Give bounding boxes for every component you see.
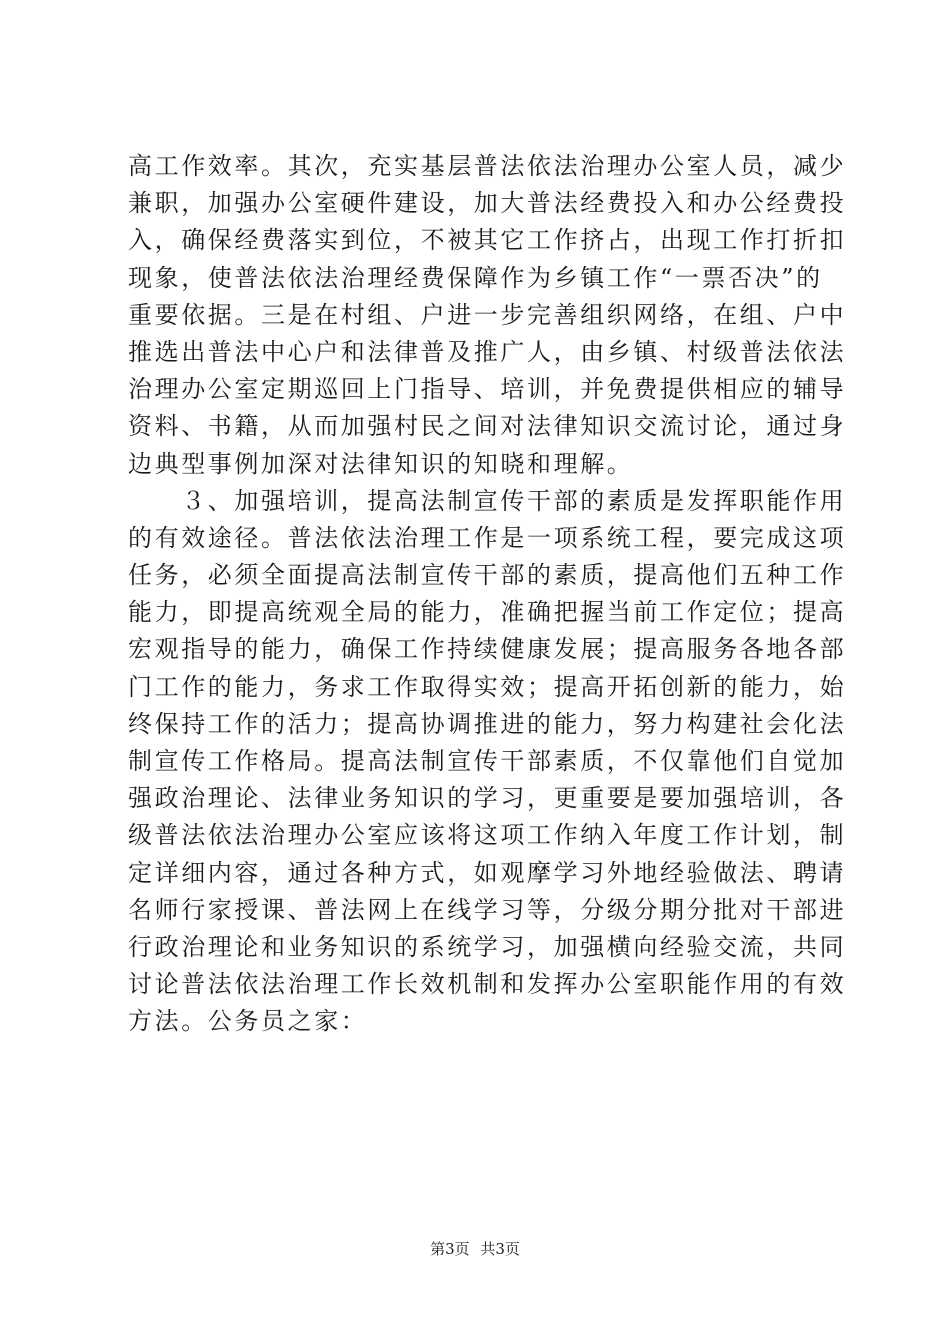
text-line: 资料、书籍，从而加强村民之间对法律知识交流讨论，通过身 bbox=[128, 412, 847, 441]
text-line: 边典型事例加深对法律知识的知晓和理解。 bbox=[128, 449, 634, 478]
text-line: 重要依据。三是在村组、户进一步完善组织网络，在组、户中 bbox=[128, 300, 847, 329]
text-line: 终保持工作的活力；提高协调推进的能力，努力构建社会化法 bbox=[128, 709, 847, 738]
page-total: 共3页 bbox=[480, 1240, 520, 1258]
text-line: 强政治理论、法律业务知识的学习，更重要是要加强培训，各 bbox=[128, 784, 847, 813]
text-line: ３、加强培训，提高法制宣传干部的素质是发挥职能作用 bbox=[128, 486, 847, 515]
text-line: 方法。公务员之家： bbox=[128, 1007, 368, 1036]
text-line: 制宣传工作格局。提高法制宣传干部素质，不仅靠他们自觉加 bbox=[128, 747, 847, 775]
text-line: 入，确保经费落实到位，不被其它工作挤占，出现工作打折扣 bbox=[128, 226, 847, 255]
text-line: 讨论普法依法治理工作长效机制和发挥办公室职能作用的有效 bbox=[128, 970, 847, 999]
body-text bbox=[128, 148, 847, 1041]
text-line: 级普法依法治理办公室应该将这项工作纳入年度工作计划，制 bbox=[128, 821, 847, 850]
text-line: 能力，即提高统观全局的能力，准确把握当前工作定位；提高 bbox=[128, 598, 847, 627]
text-line: 兼职，加强办公室硬件建设，加大普法经费投入和办公经费投 bbox=[128, 189, 847, 218]
text-line: 推选出普法中心户和法律普及推广人，由乡镇、村级普法依法 bbox=[128, 337, 847, 366]
text-line: 高工作效率。其次，充实基层普法依法治理办公室人员，减少 bbox=[128, 152, 847, 180]
text-line: 定详细内容，通过各种方式，如观摩学习外地经验做法、聘请 bbox=[128, 858, 847, 887]
page-footer bbox=[0, 1238, 950, 1259]
text-line: 宏观指导的能力，确保工作持续健康发展；提高服务各地各部 bbox=[128, 635, 847, 664]
text-line: 任务，必须全面提高法制宣传干部的素质，提高他们五种工作 bbox=[128, 561, 847, 590]
text-line: 治理办公室定期巡回上门指导、培训，并免费提供相应的辅导 bbox=[128, 375, 847, 404]
text-line: 行政治理论和业务知识的系统学习，加强横向经验交流，共同 bbox=[128, 932, 847, 961]
text-line: 门工作的能力，务求工作取得实效；提高开拓创新的能力，始 bbox=[128, 672, 847, 701]
text-line: 的有效途径。普法依法治理工作是一项系统工程，要完成这项 bbox=[128, 523, 847, 552]
text-line: 现象，使普法依法治理经费保障作为乡镇工作“一票否决”的 bbox=[128, 263, 823, 292]
page-number: 第3页 bbox=[430, 1240, 470, 1258]
text-line: 名师行家授课、普法网上在线学习等，分级分期分批对干部进 bbox=[128, 895, 847, 924]
